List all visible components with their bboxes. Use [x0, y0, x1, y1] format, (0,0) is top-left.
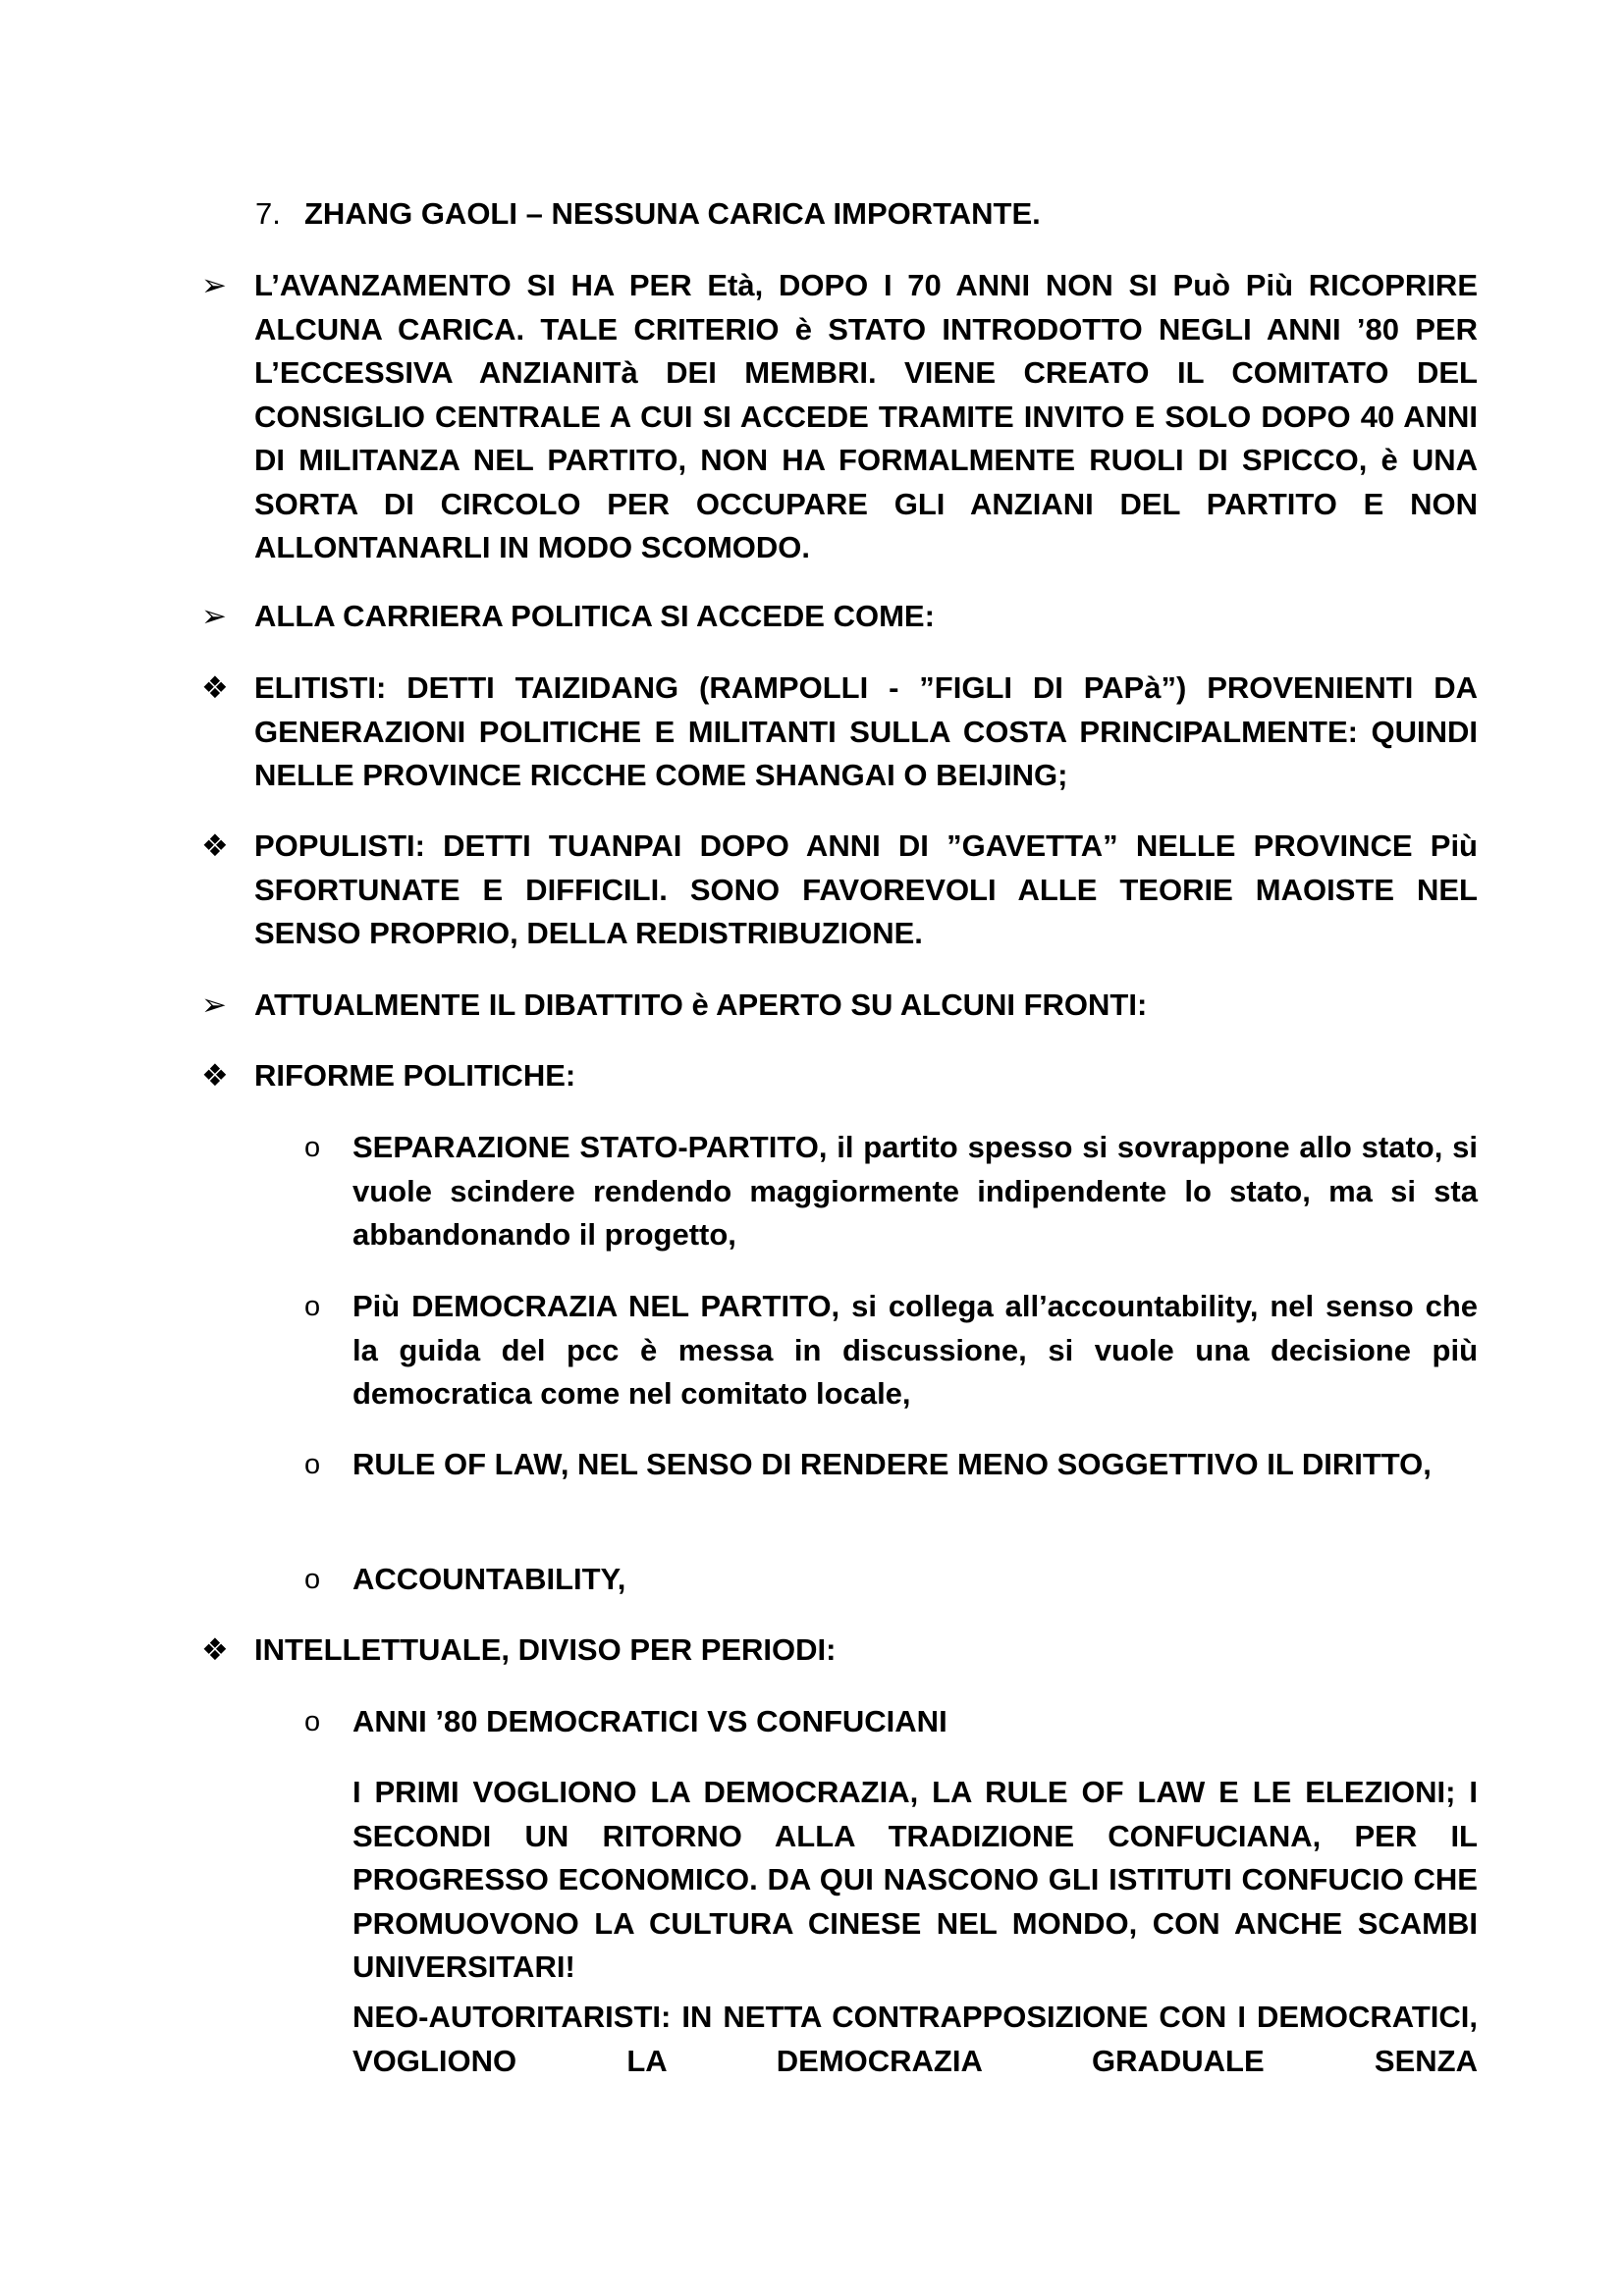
arrow-bullet-icon: ➢ [201, 599, 227, 634]
bullet-text: RIFORME POLITICHE: [254, 1058, 576, 1093]
sub-bullet-text: SEPARAZIONE STATO-PARTITO, il partito spesso si sovrappone allo stato, si vuole scindere rendendo maggiormente indipendente lo stato, ma si sta abbandonando il progetto, [352, 1130, 1478, 1252]
circle-bullet-icon: o [304, 1449, 321, 1480]
sub-bullet-text: Più DEMOCRAZIA NEL PARTITO, si collega all’accountability, nel senso che la guida del pcc è messa in discussione, si vuole una decisione più democratica come nel comitato locale, [352, 1289, 1478, 1411]
circle-bullet-icon: o [304, 1291, 321, 1322]
arrow-bullet-icon: ➢ [201, 268, 227, 303]
diamond-bullet-icon: ❖ [201, 1058, 229, 1094]
bullet-text: L’AVANZAMENTO SI HA PER Età, DOPO I 70 ANNI NON SI Può Più RICOPRIRE ALCUNA CARICA. TALE CRITERIO è STATO INTRODOTTO NEGLI ANNI ’80 PER L’ECCESSIVA ANZIANITà DEI MEMBRI. VIENE CREATO IL COMITATO DEL CONSIGLIO CENTRALE A CUI SI ACCEDE TRAMITE INVITO E SOLO DOPO 40 ANNI DI MILITANZA NEL PARTITO, NON HA FORMALMENTE RUOLI DI SPICCO, è UNA SORTA DI CIRCOLO PER OCCUPARE GLI ANZIANI DEL PARTITO E NON ALLONTANARLI IN MODO SCOMODO. [254, 268, 1478, 564]
bullet-text: INTELLETTUALE, DIVISO PER PERIODI: [254, 1632, 837, 1667]
bullet-text: ALLA CARRIERA POLITICA SI ACCEDE COME: [254, 599, 935, 633]
bullet-text: ELITISTI: DETTI TAIZIDANG (RAMPOLLI - ”FIGLI DI PAPà”) PROVENIENTI DA GENERAZIONI POLITICHE E MILITANTI SULLA COSTA PRINCIPALMENTE: QUINDI NELLE PROVINCE RICCHE COME SHANGAI O BEIJING; [254, 670, 1478, 792]
sub-bullet-text: ACCOUNTABILITY, [352, 1562, 626, 1596]
circle-bullet-icon: o [304, 1132, 321, 1163]
circle-bullet-icon: o [304, 1706, 321, 1737]
diamond-bullet-icon: ❖ [201, 1632, 229, 1668]
sub-bullet-text: ANNI ’80 DEMOCRATICI VS CONFUCIANI [352, 1704, 947, 1738]
arrow-bullet-icon: ➢ [201, 988, 227, 1023]
diamond-bullet-icon: ❖ [201, 828, 229, 864]
sub-bullet-text: RULE OF LAW, NEL SENSO DI RENDERE MENO SOGGETTIVO IL DIRITTO, [352, 1447, 1432, 1481]
circle-bullet-icon: o [304, 1564, 321, 1595]
body-paragraph: NEO-AUTORITARISTI: IN NETTA CONTRAPPOSIZIONE CON I DEMOCRATICI, VOGLIONO LA DEMOCRAZIA GRADUALE SENZA [352, 2000, 1478, 2078]
bullet-text: POPULISTI: DETTI TUANPAI DOPO ANNI DI ”GAVETTA” NELLE PROVINCE Più SFORTUNATE E DIFFICILI. SONO FAVOREVOLI ALLE TEORIE MAOISTE NEL SENSO PROPRIO, DELLA REDISTRIBUZIONE. [254, 828, 1478, 950]
numbered-item-text: ZHANG GAOLI – NESSUNA CARICA IMPORTANTE. [304, 196, 1041, 231]
body-paragraph: I PRIMI VOGLIONO LA DEMOCRAZIA, LA RULE OF LAW E LE ELEZIONI; I SECONDI UN RITORNO ALLA TRADIZIONE CONFUCIANA, PER IL PROGRESSO ECONOMICO. DA QUI NASCONO GLI ISTITUTI CONFUCIO CHE PROMUOVONO LA CULTURA CINESE NEL MONDO, CON ANCHE SCAMBI UNIVERSITARI! [352, 1775, 1478, 1984]
bullet-text: ATTUALMENTE IL DIBATTITO è APERTO SU ALCUNI FRONTI: [254, 988, 1148, 1022]
diamond-bullet-icon: ❖ [201, 670, 229, 706]
list-number: 7. [255, 196, 281, 231]
